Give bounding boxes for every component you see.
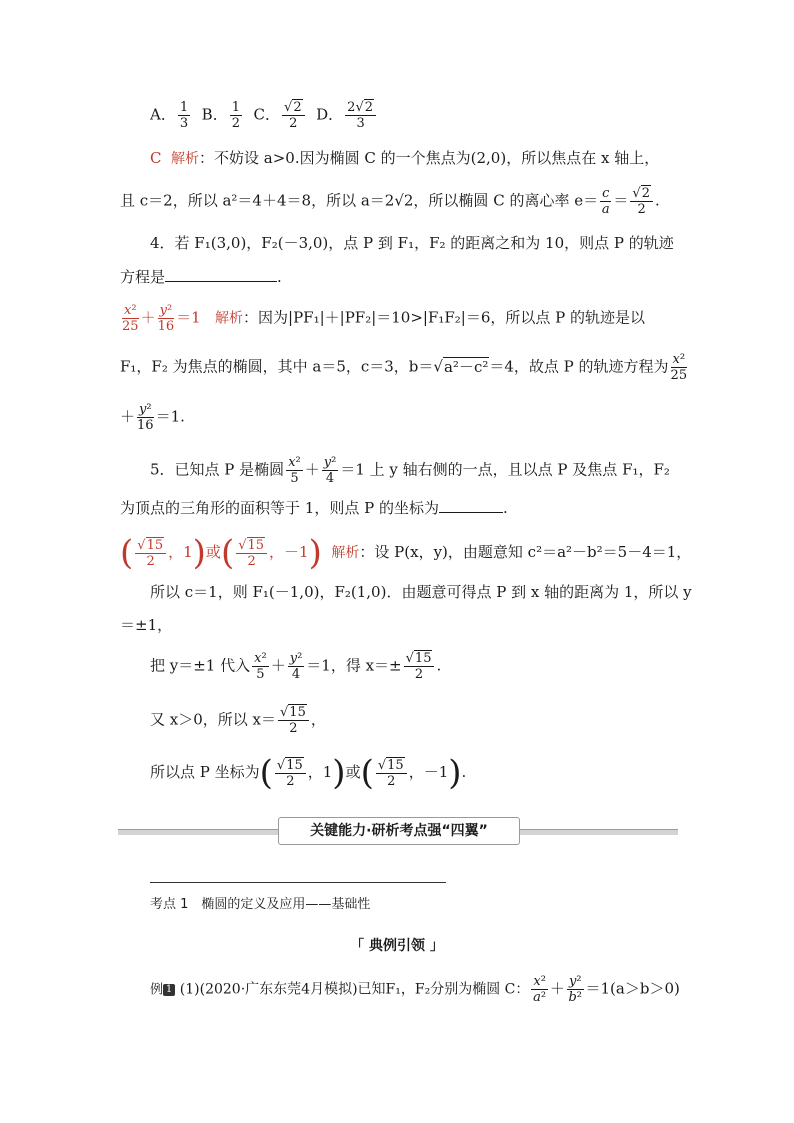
q5-answer-blank <box>439 512 503 513</box>
section-banner <box>118 817 678 845</box>
q4-solution-line2: F₁，F₂ 为焦点的椭圆，其中 a＝5，c＝3，b＝√a²－c²＝4，故点 P 的轨迹方程为 $\frac{\text{x²}}{25}$ <box>120 352 688 383</box>
option-d-label: D． <box>316 105 344 124</box>
li1-ellipse-x: $\frac{\text{x²}}{\text{a²}}$ <box>533 974 547 1005</box>
q5-solution-line2: 所以 c＝1，则 F₁(－1,0)，F₂(1,0)．由题意可得点 P 到 x 轴的距离为 1，所以 y <box>150 583 692 601</box>
eccentricity-ca: $\frac{c}{a}$ <box>601 186 610 217</box>
q5-ellipse-y: $\frac{\text{y²}}{4}$ <box>323 455 337 486</box>
q3-solution-line2: 且 c＝2，所以 a²＝4＋4＝8，所以 a＝2√2，所以椭圆 C 的离心率 e＝ $\frac{c}{a}$ ＝ $\frac{√2}{2}$ . <box>120 186 660 217</box>
kaodian-rule <box>150 882 446 883</box>
option-d-fraction: $\frac{2√2}{3}$ <box>345 100 376 131</box>
q5-final-x2: $\frac{√15}{2}$ <box>376 758 407 789</box>
q4-solution-line3: ＋ $\frac{\text{y²}}{16}$ ＝1. <box>120 402 185 433</box>
q5-stem-line2: 为顶点的三角形的面积等于 1，则点 P 的坐标为 . <box>120 499 508 517</box>
q4-eq-x: $\frac{\text{x²}}{25}$ <box>670 352 688 383</box>
q3-options <box>150 100 378 131</box>
q5-stem-line1: 5．已知点 P 是椭圆 $\frac{\text{x²}}{5}$ ＋ $\frac{\text{y²}}{4}$ ＝1 上 y 轴右侧的一点，且以点 P 及焦点 F₁，F₂ <box>150 455 670 486</box>
q4-answer-x: $\frac{\text{x²}}{25}$ <box>122 303 139 334</box>
q5-or-1: 或 <box>205 543 221 561</box>
q5-solution-text1: ：设 P(x，y)，由题意知 c²＝a²－b²＝5－4＝1， <box>359 543 692 561</box>
q5-x-value: $\frac{√15}{2}$ <box>278 705 309 736</box>
example-1-text: (1)(2020·广东东莞4月模拟)已知F₁，F₂分别为椭圆 C： <box>179 981 530 998</box>
q4-solution-text2b: ＝4，故点 P 的轨迹方程为 <box>489 357 669 376</box>
example-1-tail: ＝1(a＞b＞0) <box>585 979 680 998</box>
q5-solution-line5: 又 x＞0，所以 x＝ $\frac{√15}{2}$ ， <box>150 705 326 736</box>
section-rule-left <box>118 829 278 835</box>
q5-or-2: 或 <box>345 763 361 781</box>
q5-solution-text4a: 把 y＝±1 代入 <box>150 656 251 675</box>
q5-stem-text2: 为顶点的三角形的面积等于 1，则点 P 的坐标为 <box>120 499 439 517</box>
q3-jiexi-label: 解析 <box>171 151 200 167</box>
q4-stem-line1: 4．若 F₁(3,0)，F₂(－3,0)，点 P 到 F₁，F₂ 的距离之和为 10，则点 P 的轨迹 <box>150 234 674 252</box>
q3-solution-text1: ：不妨设 a>0.因为椭圆 C 的一个焦点为(2,0)，所以焦点在 x 轴上， <box>199 149 660 167</box>
q5-sub-x: $\frac{\text{x²}}{5}$ <box>254 651 267 682</box>
option-b-fraction: $\frac{1}{2}$ <box>231 100 240 131</box>
q4-jiexi-label: 解析 <box>215 310 244 327</box>
dianli-heading: 「 典例引领 」 <box>350 938 444 954</box>
q5-solution-line6: 所以点 P 坐标为( $\frac{√15}{2}$ ，1)或( $\frac{√15}{2}$ ，－1). <box>150 753 467 793</box>
q4-stem-line2: 方程是 . <box>120 268 282 286</box>
q4-answer-line: $\frac{\text{x²}}{25}$ ＋ $\frac{\text{y²}}{16}$ ＝1 解析：因为|PF₁|＋|PF₂|＝10>|F₁F₂|＝6，所以点 P 的轨迹是以 <box>122 303 646 334</box>
q4-eq-y: $\frac{\text{y²}}{16}$ <box>137 402 154 433</box>
example-label: 例 <box>150 982 164 998</box>
li1-ellipse-y: $\frac{\text{y²}}{\text{b²}}$ <box>568 974 582 1005</box>
kaodian-heading: 考点 1 椭圆的定义及应用——基础性 <box>150 897 371 912</box>
q5-sub-result: $\frac{√15}{2}$ <box>404 651 435 682</box>
q5-solution-text5: 又 x＞0，所以 x＝ <box>150 710 276 729</box>
q4-stem-text2: 方程是 <box>120 268 166 286</box>
q3-answer: C <box>150 149 162 167</box>
q5-stem-text1a: 5．已知点 P 是椭圆 <box>150 460 285 479</box>
option-c-fraction: $\frac{√2}{2}$ <box>282 100 305 131</box>
example-1-line: 例 1 (1)(2020·广东东莞4月模拟)已知F₁，F₂分别为椭圆 C： $\frac{\text{x²}}{\text{a²}}$ ＋ $\frac{\text{y²}}{\text{b²}}$ ＝1(a＞b＞0) <box>150 974 680 1005</box>
q5-sub-y: $\frac{\text{y²}}{4}$ <box>289 651 303 682</box>
q4-answer-blank <box>165 281 277 282</box>
q5-stem-text1b: ＝1 上 y 轴右侧的一点，且以点 P 及焦点 F₁，F₂ <box>340 460 670 479</box>
option-b-label: B． <box>201 105 228 124</box>
q3-solution-text2: 且 c＝2，所以 a²＝4＋4＝8，所以 a＝2√2，所以椭圆 C 的离心率 e＝ <box>120 191 599 210</box>
option-c-label: C． <box>253 105 281 124</box>
example-number-badge: 1 <box>163 984 175 996</box>
q4-solution-text3: ＝1. <box>155 407 185 426</box>
q5-answer-line: ( $\frac{√15}{2}$ ，1)或( $\frac{√15}{2}$ ，－1) 解析：设 P(x，y)，由题意知 c²＝a²－b²＝5－4＝1， <box>120 533 692 573</box>
eccentricity-value: $\frac{√2}{2}$ <box>630 186 653 217</box>
q4-answer-y: $\frac{\text{y²}}{16}$ <box>157 303 175 334</box>
q5-answer-x2: $\frac{√15}{2}$ <box>236 538 267 569</box>
section-title: 关键能力·研析考点强“四翼” <box>278 817 520 845</box>
q5-solution-line4: 把 y＝±1 代入 $\frac{\text{x²}}{5}$ ＋ $\frac{\text{y²}}{4}$ ＝1，得 x＝± $\frac{√15}{2}$ . <box>150 651 442 682</box>
section-rule-right <box>518 829 678 835</box>
q5-final-x1: $\frac{√15}{2}$ <box>275 758 306 789</box>
q5-answer-x1: $\frac{√15}{2}$ <box>135 538 166 569</box>
q4-solution-text2: F₁，F₂ 为焦点的椭圆，其中 a＝5，c＝3，b＝ <box>120 357 434 376</box>
option-a-label: A． <box>150 105 176 124</box>
q3-solution-line1 <box>150 147 659 170</box>
q5-solution-text4b: ＝1，得 x＝± <box>306 656 402 675</box>
q4-solution-text1: ：因为|PF₁|＋|PF₂|＝10>|F₁F₂|＝6，所以点 P 的轨迹是以 <box>243 308 646 327</box>
q5-ellipse-x: $\frac{\text{x²}}{5}$ <box>288 455 301 486</box>
q5-solution-line3: ＝±1， <box>120 616 173 634</box>
option-a-fraction: $\frac{1}{3}$ <box>179 100 189 131</box>
q5-jiexi-label: 解析 <box>331 545 360 561</box>
q5-solution-text6: 所以点 P 坐标为 <box>150 763 260 781</box>
